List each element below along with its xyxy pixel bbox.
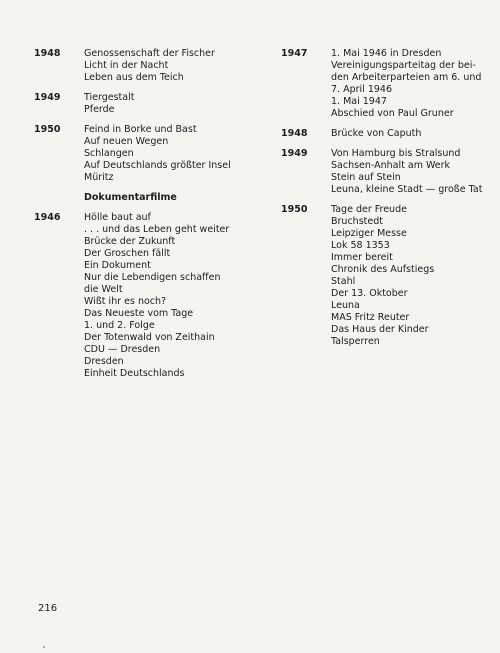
film-title: Chronik des Aufstiegs	[331, 264, 435, 275]
film-title: Auf neuen Wegen	[84, 136, 169, 147]
section-heading: Dokumentarfilme	[84, 192, 177, 203]
film-title: Der Groschen fällt	[84, 248, 171, 259]
page-speck	[43, 646, 45, 648]
filmography-entry	[34, 124, 234, 184]
film-title: Tiergestalt	[84, 92, 135, 103]
entry-titles	[331, 48, 486, 120]
film-title: CDU — Dresden	[84, 344, 161, 355]
entry-year: 1950	[281, 204, 308, 215]
film-title: Hölle baut auf	[84, 212, 151, 223]
film-title: die Welt	[84, 284, 123, 295]
entry-year: 1949	[34, 92, 61, 103]
film-title: Leuna, kleine Stadt — große Tat	[331, 184, 483, 195]
film-title: Einheit Deutschlands	[84, 368, 185, 379]
entry-titles	[331, 128, 486, 140]
entry-year: 1946	[34, 212, 61, 223]
entry-year: 1950	[34, 124, 61, 135]
film-title: Abschied von Paul Gruner	[331, 108, 454, 119]
left-column	[34, 48, 234, 388]
film-title: Bruchstedt	[331, 216, 383, 227]
filmography-entry	[281, 128, 486, 140]
filmography-entry	[34, 212, 234, 380]
film-title: MAS Fritz Reuter	[331, 312, 410, 323]
entry-year: 1949	[281, 148, 308, 159]
left-group-1	[34, 48, 234, 184]
filmography-entry	[34, 48, 234, 84]
film-title: Nur die Lebendigen schaffen	[84, 272, 221, 283]
film-title: Leipziger Messe	[331, 228, 407, 239]
entry-year: 1948	[281, 128, 308, 139]
left-group-2	[34, 212, 234, 380]
entry-titles	[331, 148, 486, 196]
entry-year: 1948	[34, 48, 61, 59]
film-title: Leuna	[331, 300, 360, 311]
entry-titles	[331, 204, 486, 348]
film-title: den Arbeiterparteien am 6. und	[331, 72, 482, 83]
film-title: Licht in der Nacht	[84, 60, 169, 71]
film-title: Leben aus dem Teich	[84, 72, 184, 83]
film-title: 1. Mai 1946 in Dresden	[331, 48, 442, 59]
film-title: Auf Deutschlands größter Insel	[84, 160, 231, 171]
page-number: 216	[38, 603, 58, 614]
film-title: Dresden	[84, 356, 124, 367]
right-column	[281, 48, 486, 356]
entry-titles	[84, 48, 234, 84]
film-title: Tage der Freude	[331, 204, 407, 215]
film-title: Brücke der Zukunft	[84, 236, 176, 247]
film-title: Müritz	[84, 172, 114, 183]
film-title: Von Hamburg bis Stralsund	[331, 148, 461, 159]
filmography-entry	[281, 48, 486, 120]
film-title: Schlangen	[84, 148, 134, 159]
film-title: Feind in Borke und Bast	[84, 124, 197, 135]
film-title: Immer bereit	[331, 252, 393, 263]
film-title: 1. Mai 1947	[331, 96, 387, 107]
film-title: Brücke von Caputh	[331, 128, 422, 139]
film-title: Stahl	[331, 276, 356, 287]
filmography-entry	[281, 204, 486, 348]
film-title: Das Haus der Kinder	[331, 324, 429, 335]
film-title: Sachsen-Anhalt am Werk	[331, 160, 451, 171]
film-title: Stein auf Stein	[331, 172, 401, 183]
film-title: . . . und das Leben geht weiter	[84, 224, 230, 235]
film-title: Das Neueste vom Tage	[84, 308, 194, 319]
film-title: Pferde	[84, 104, 115, 115]
entry-titles	[84, 124, 234, 184]
filmography-entry	[34, 92, 234, 116]
entry-titles	[84, 92, 234, 116]
film-title: Der 13. Oktober	[331, 288, 408, 299]
entry-year: 1947	[281, 48, 308, 59]
film-title: Lok 58 1353	[331, 240, 390, 251]
film-title: Genossenschaft der Fischer	[84, 48, 215, 59]
film-title: Wißt ihr es noch?	[84, 296, 167, 307]
entry-titles	[84, 212, 234, 380]
film-title: Ein Dokument	[84, 260, 151, 271]
film-title: Talsperren	[331, 336, 380, 347]
film-title: Vereinigungsparteitag der bei-	[331, 60, 476, 71]
filmography-entry	[281, 148, 486, 196]
film-title: 7. April 1946	[331, 84, 392, 95]
film-title: Der Totenwald von Zeithain	[84, 332, 215, 343]
film-title: 1. und 2. Folge	[84, 320, 155, 331]
